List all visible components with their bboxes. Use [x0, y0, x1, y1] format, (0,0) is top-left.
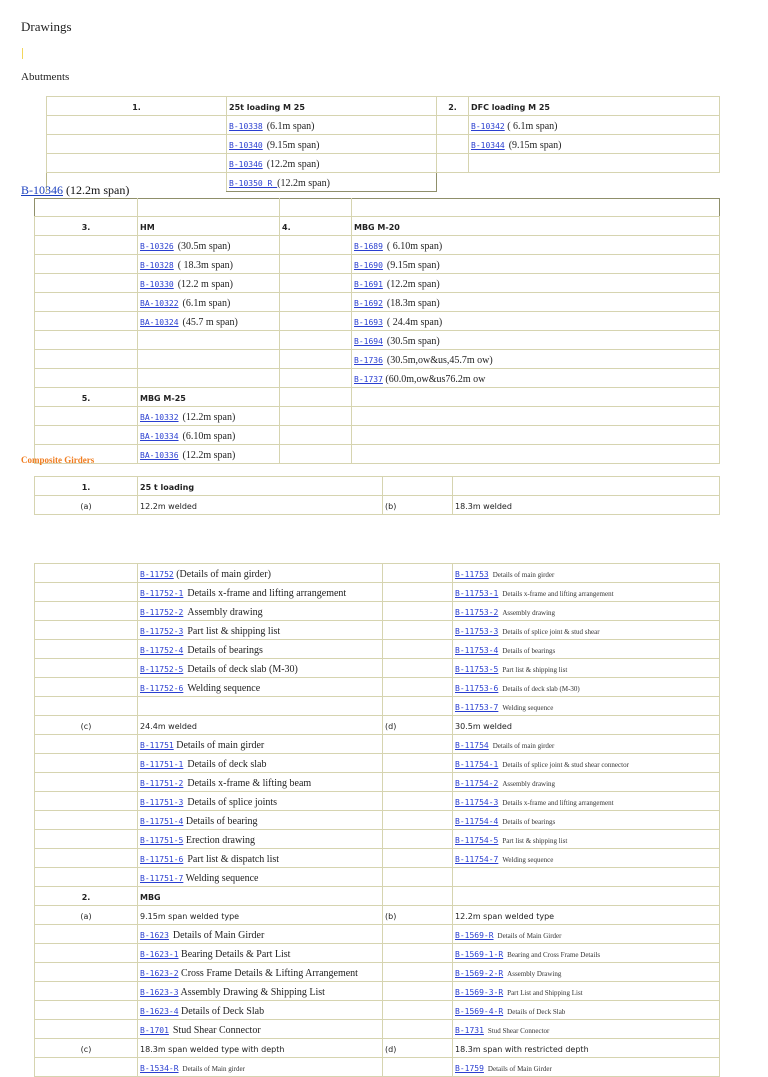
table-row — [35, 697, 720, 716]
drawing-desc: Assembly drawing — [502, 780, 556, 788]
drawing-link[interactable]: B-11753 — [455, 570, 489, 579]
drawing-link[interactable]: B-11752 — [140, 570, 174, 579]
section-number: 3. — [81, 223, 91, 232]
drawing-desc: (6.1m span) — [266, 121, 315, 132]
table-row — [35, 199, 720, 217]
drawing-desc: Part list & shipping list — [502, 837, 568, 845]
drawing-link[interactable]: B-1737 — [354, 375, 383, 384]
table-row — [35, 792, 720, 811]
drawing-desc: (30.5m span) — [386, 336, 440, 347]
drawing-desc: Stud Shear Connector — [172, 1025, 261, 1036]
drawing-desc: (30.5m span) — [177, 241, 231, 252]
drawing-link[interactable]: B-1692 — [354, 299, 383, 308]
table-row — [35, 925, 720, 944]
composite-heading: Composite Girders — [21, 455, 95, 465]
table-row — [35, 640, 720, 659]
table-row — [35, 678, 720, 697]
drawing-desc: Details of Deck Slab — [178, 1006, 265, 1017]
drawing-link[interactable]: B-10338 — [229, 122, 263, 131]
table-row — [35, 1020, 720, 1039]
drawing-link[interactable]: B-11751-6 — [140, 855, 184, 864]
table-row — [35, 887, 720, 906]
drawing-desc: Assembly drawing — [502, 609, 556, 617]
drawing-desc: Details x-frame and lifting arrangement — [502, 799, 614, 807]
section-number: 4. — [282, 223, 291, 232]
table-row — [35, 982, 720, 1001]
drawing-desc: (12.2m span) — [386, 279, 440, 290]
table-row — [35, 773, 720, 792]
drawing-desc: Part list & shipping list — [187, 626, 281, 637]
drawing-desc: (12.2m span) — [277, 178, 330, 189]
drawing-link[interactable]: B-1690 — [354, 261, 383, 270]
drawing-desc: Details of Main Girder — [172, 930, 265, 941]
page-title: Drawings — [21, 19, 72, 34]
item-letter: (b) — [385, 502, 397, 511]
table-row — [35, 944, 720, 963]
drawing-desc: ( 6.1m span) — [504, 121, 558, 132]
section-number: 1. — [81, 483, 91, 492]
drawing-desc: Part List and Shipping List — [507, 989, 583, 997]
drawing-desc: Welding sequence — [183, 873, 259, 884]
table-row — [35, 369, 720, 388]
drawing-desc: Details x-frame and lifting arrangement — [187, 588, 347, 599]
drawing-link[interactable]: B-1623-3 — [140, 988, 179, 997]
hm-mbg-table — [34, 198, 720, 464]
section-number: 5. — [81, 394, 91, 403]
table-row — [35, 236, 720, 255]
composite-details-table — [34, 563, 720, 1077]
table-row — [35, 426, 720, 445]
drawing-link[interactable]: B-11752-5 — [140, 665, 184, 674]
table-row — [35, 963, 720, 982]
column-header: MBG M-25 — [140, 394, 186, 403]
table-row — [35, 659, 720, 678]
table-row — [35, 583, 720, 602]
drawing-desc: (12.2m span) — [266, 159, 320, 170]
drawing-desc: Details of deck slab — [187, 759, 267, 770]
drawing-link[interactable]: B-11753-5 — [455, 665, 499, 674]
table-row — [35, 350, 720, 369]
drawing-link[interactable]: B-11754-4 — [455, 817, 499, 826]
column-header: HM — [140, 223, 155, 232]
item-letter: (a) — [80, 502, 92, 511]
drawing-link[interactable]: B-11753-7 — [455, 703, 499, 712]
drawing-link[interactable]: B-10350 R — [229, 179, 278, 188]
drawing-link[interactable]: B-11753-2 — [455, 608, 499, 617]
drawing-link[interactable]: B-1569-R — [455, 931, 494, 940]
table-row — [35, 388, 720, 407]
table-row — [35, 1039, 720, 1058]
item-letter: (c) — [80, 1045, 92, 1054]
drawing-link[interactable]: B-1736 — [354, 356, 383, 365]
column-header: MBG M-20 — [354, 223, 400, 232]
drawing-desc: ( 6.10m span) — [386, 241, 443, 252]
drawing-link[interactable]: B-10340 — [229, 141, 263, 150]
drawing-desc: Details of main girder — [492, 571, 555, 579]
drawing-desc: Stud Shear Connector — [487, 1027, 550, 1035]
table-row — [35, 217, 720, 236]
table-row — [47, 135, 720, 154]
drawing-desc: Welding sequence — [187, 683, 261, 694]
drawing-link[interactable]: B-11754-3 — [455, 798, 499, 807]
drawing-desc: Welding sequence — [502, 856, 554, 864]
drawing-link[interactable]: B-1694 — [354, 337, 383, 346]
drawing-link[interactable]: B-11753-4 — [455, 646, 499, 655]
column-header: MBG — [140, 893, 161, 902]
highlight-mark — [22, 48, 23, 59]
section-number: 1. — [132, 103, 141, 112]
table-row — [35, 331, 720, 350]
drawing-desc: Assembly Drawing — [507, 970, 562, 978]
drawing-link[interactable]: BA-10322 — [140, 299, 179, 308]
drawing-link[interactable]: B-1691 — [354, 280, 383, 289]
drawing-desc: (9.15m span) — [386, 260, 440, 271]
drawing-link[interactable]: BA-10332 — [140, 413, 179, 422]
item-letter: (d) — [385, 1045, 397, 1054]
table-row — [35, 445, 720, 464]
span-type: 18.3m span with restricted depth — [455, 1045, 589, 1054]
drawing-link[interactable]: B-1759 — [455, 1064, 484, 1073]
drawing-desc: (6.1m span) — [182, 298, 231, 309]
table-row — [35, 1001, 720, 1020]
drawing-desc: Part list & dispatch list — [187, 854, 280, 865]
drawing-desc: (18.3m span) — [386, 298, 440, 309]
drawing-link[interactable]: B-10330 — [140, 280, 174, 289]
drawing-desc: (Details of main girder) — [173, 569, 271, 580]
drawing-link[interactable]: BA-10324 — [140, 318, 179, 327]
table-row — [35, 255, 720, 274]
drawing-link[interactable]: B-11751-7 — [140, 874, 184, 883]
drawing-desc: (12.2m span) — [182, 412, 236, 423]
drawing-link[interactable]: B-11754-1 — [455, 760, 499, 769]
drawing-link[interactable]: B-11751-2 — [140, 779, 184, 788]
drawing-desc: ( 24.4m span) — [386, 317, 443, 328]
abutments-heading: Abutments — [21, 71, 70, 83]
table-row — [35, 716, 720, 735]
drawing-link[interactable]: B-1534-R — [140, 1064, 179, 1073]
drawing-desc: Details x-frame & lifting beam — [187, 778, 312, 789]
drawing-link[interactable]: B-11754-2 — [455, 779, 499, 788]
drawing-link[interactable]: B-11753-3 — [455, 627, 499, 636]
drawing-desc: Details of bearings — [187, 645, 263, 656]
span-type: 9.15m span welded type — [140, 912, 240, 921]
drawing-desc: (9.15m span) — [508, 140, 562, 151]
drawing-desc: Details of deck slab (M-30) — [187, 664, 298, 675]
table-row — [35, 564, 720, 583]
drawing-desc: (45.7 m span) — [182, 317, 238, 328]
drawing-link[interactable]: B-1623 — [140, 931, 169, 940]
drawing-link[interactable]: B-10342 — [471, 122, 505, 131]
drawing-link[interactable]: B-11751-3 — [140, 798, 184, 807]
column-header: 25 t loading — [140, 483, 195, 492]
drawing-desc: (12.2m span) — [66, 183, 130, 197]
column-header: DFC loading M 25 — [471, 103, 550, 112]
drawing-desc: Details of Deck Slab — [507, 1008, 566, 1016]
drawing-desc: Details of bearing — [183, 816, 258, 827]
drawing-desc: Details of Main Girder — [497, 932, 562, 940]
drawing-desc: (9.15m span) — [266, 140, 320, 151]
drawing-desc: Details of main girder — [492, 742, 555, 750]
drawing-link[interactable]: B-1569-4-R — [455, 1007, 504, 1016]
drawing-link[interactable]: B-11752-2 — [140, 608, 184, 617]
drawing-desc: Cross Frame Details & Lifting Arrangement — [178, 968, 358, 979]
drawing-link[interactable]: B-11754 — [455, 741, 489, 750]
drawing-link[interactable]: B-11752-3 — [140, 627, 184, 636]
drawing-desc: Welding sequence — [502, 704, 554, 712]
table-row — [35, 602, 720, 621]
drawing-link[interactable]: B-1569-2-R — [455, 969, 504, 978]
drawing-desc: Bearing Details & Part List — [178, 949, 291, 960]
drawing-link[interactable]: B-10326 — [140, 242, 174, 251]
drawing-desc: Erection drawing — [183, 835, 255, 846]
span-type: 18.3m welded — [455, 502, 512, 511]
drawing-link[interactable]: B-1623-2 — [140, 969, 179, 978]
drawing-link[interactable]: BA-10336 — [140, 451, 179, 460]
table-row — [35, 754, 720, 773]
drawing-desc: (12.2m span) — [182, 450, 236, 461]
drawing-desc: Details x-frame and lifting arrangement — [502, 590, 614, 598]
table-row — [35, 621, 720, 640]
drawing-link[interactable]: B-10328 — [140, 261, 174, 270]
drawing-link[interactable]: B-11754-5 — [455, 836, 499, 845]
drawing-desc: Part list & shipping list — [502, 666, 568, 674]
drawing-desc: Details of Main Girder — [487, 1065, 552, 1073]
drawing-link[interactable]: B-11751-1 — [140, 760, 184, 769]
drawing-link[interactable]: B-11754-7 — [455, 855, 499, 864]
drawing-desc: Bearing and Cross Frame Details — [507, 951, 601, 959]
drawing-link[interactable]: B-1569-3-R — [455, 988, 504, 997]
table-row — [47, 173, 720, 192]
span-type: 12.2m span welded type — [455, 912, 555, 921]
item-letter: (a) — [80, 912, 92, 921]
drawing-link[interactable]: B-10346 — [229, 160, 263, 169]
section-number: 2. — [448, 103, 457, 112]
drawing-desc: Assembly Drawing & Shipping List — [178, 987, 325, 998]
item-letter: (b) — [385, 912, 397, 921]
drawing-desc: Details of deck slab (M-30) — [502, 685, 580, 693]
section-number: 2. — [81, 893, 91, 902]
span-type: 12.2m welded — [140, 502, 197, 511]
drawing-link[interactable]: B-10344 — [471, 141, 505, 150]
drawing-desc: Details of splice joint & stud shear — [502, 628, 600, 636]
table-row — [47, 154, 720, 173]
item-letter: (d) — [385, 722, 397, 731]
table-row — [35, 868, 720, 887]
drawing-link[interactable]: B-11752-4 — [140, 646, 184, 655]
drawing-link[interactable]: B-1701 — [140, 1026, 169, 1035]
drawing-desc: Details of bearings — [502, 647, 556, 655]
drawing-desc: (12.2 m span) — [177, 279, 233, 290]
drawing-link[interactable]: B-1569-1-R — [455, 950, 504, 959]
standalone-link-line — [21, 183, 129, 198]
table-row — [35, 477, 720, 496]
table-row — [35, 274, 720, 293]
table-row — [35, 735, 720, 754]
drawing-desc: Details of bearings — [502, 818, 556, 826]
span-type: 18.3m span welded type with depth — [140, 1045, 285, 1054]
drawing-desc: ( 18.3m span) — [177, 260, 233, 271]
table-row — [35, 830, 720, 849]
span-type: 24.4m welded — [140, 722, 197, 731]
table-row — [35, 407, 720, 426]
column-header: 25t loading M 25 — [229, 103, 305, 112]
drawing-desc: Details of splice joint & stud shear connector — [502, 761, 629, 769]
drawing-link[interactable]: B-1693 — [354, 318, 383, 327]
drawing-desc: Details of Main girder — [182, 1065, 245, 1073]
drawing-link[interactable]: B-11751 — [140, 741, 174, 750]
table-row — [35, 1058, 720, 1077]
abutments-table — [46, 96, 720, 192]
table-row — [47, 97, 720, 116]
table-row — [35, 496, 720, 515]
table-row — [35, 906, 720, 925]
drawing-link[interactable]: B-11751-5 — [140, 836, 184, 845]
item-letter: (c) — [80, 722, 92, 731]
drawing-link[interactable]: B-11753-6 — [455, 684, 499, 693]
table-row — [35, 293, 720, 312]
drawing-link[interactable]: B-1623-1 — [140, 950, 179, 959]
drawing-link[interactable]: B-11753-1 — [455, 589, 499, 598]
drawing-link[interactable]: B-11752-1 — [140, 589, 184, 598]
table-row — [47, 116, 720, 135]
drawing-link[interactable]: B-1623-4 — [140, 1007, 179, 1016]
drawing-desc: Assembly drawing — [187, 607, 263, 618]
drawing-link[interactable]: B-10346 — [21, 183, 63, 197]
table-row — [35, 811, 720, 830]
drawing-desc: Details of main girder — [173, 740, 265, 751]
table-row — [35, 312, 720, 331]
drawing-link[interactable]: B-11751-4 — [140, 817, 184, 826]
drawing-link[interactable]: B-1731 — [455, 1026, 484, 1035]
table-row — [35, 849, 720, 868]
drawing-link[interactable]: B-11752-6 — [140, 684, 184, 693]
drawing-desc: Details of splice joints — [187, 797, 278, 808]
drawing-link[interactable]: BA-10334 — [140, 432, 179, 441]
drawing-link[interactable]: B-1689 — [354, 242, 383, 251]
drawing-desc: (30.5m,ow&us,45.7m ow) — [386, 355, 493, 366]
drawing-desc: (6.10m span) — [182, 431, 236, 442]
composite-table — [34, 476, 720, 515]
span-type: 30.5m welded — [455, 722, 512, 731]
drawing-desc: (60.0m,ow&us76.2m ow — [382, 374, 486, 385]
